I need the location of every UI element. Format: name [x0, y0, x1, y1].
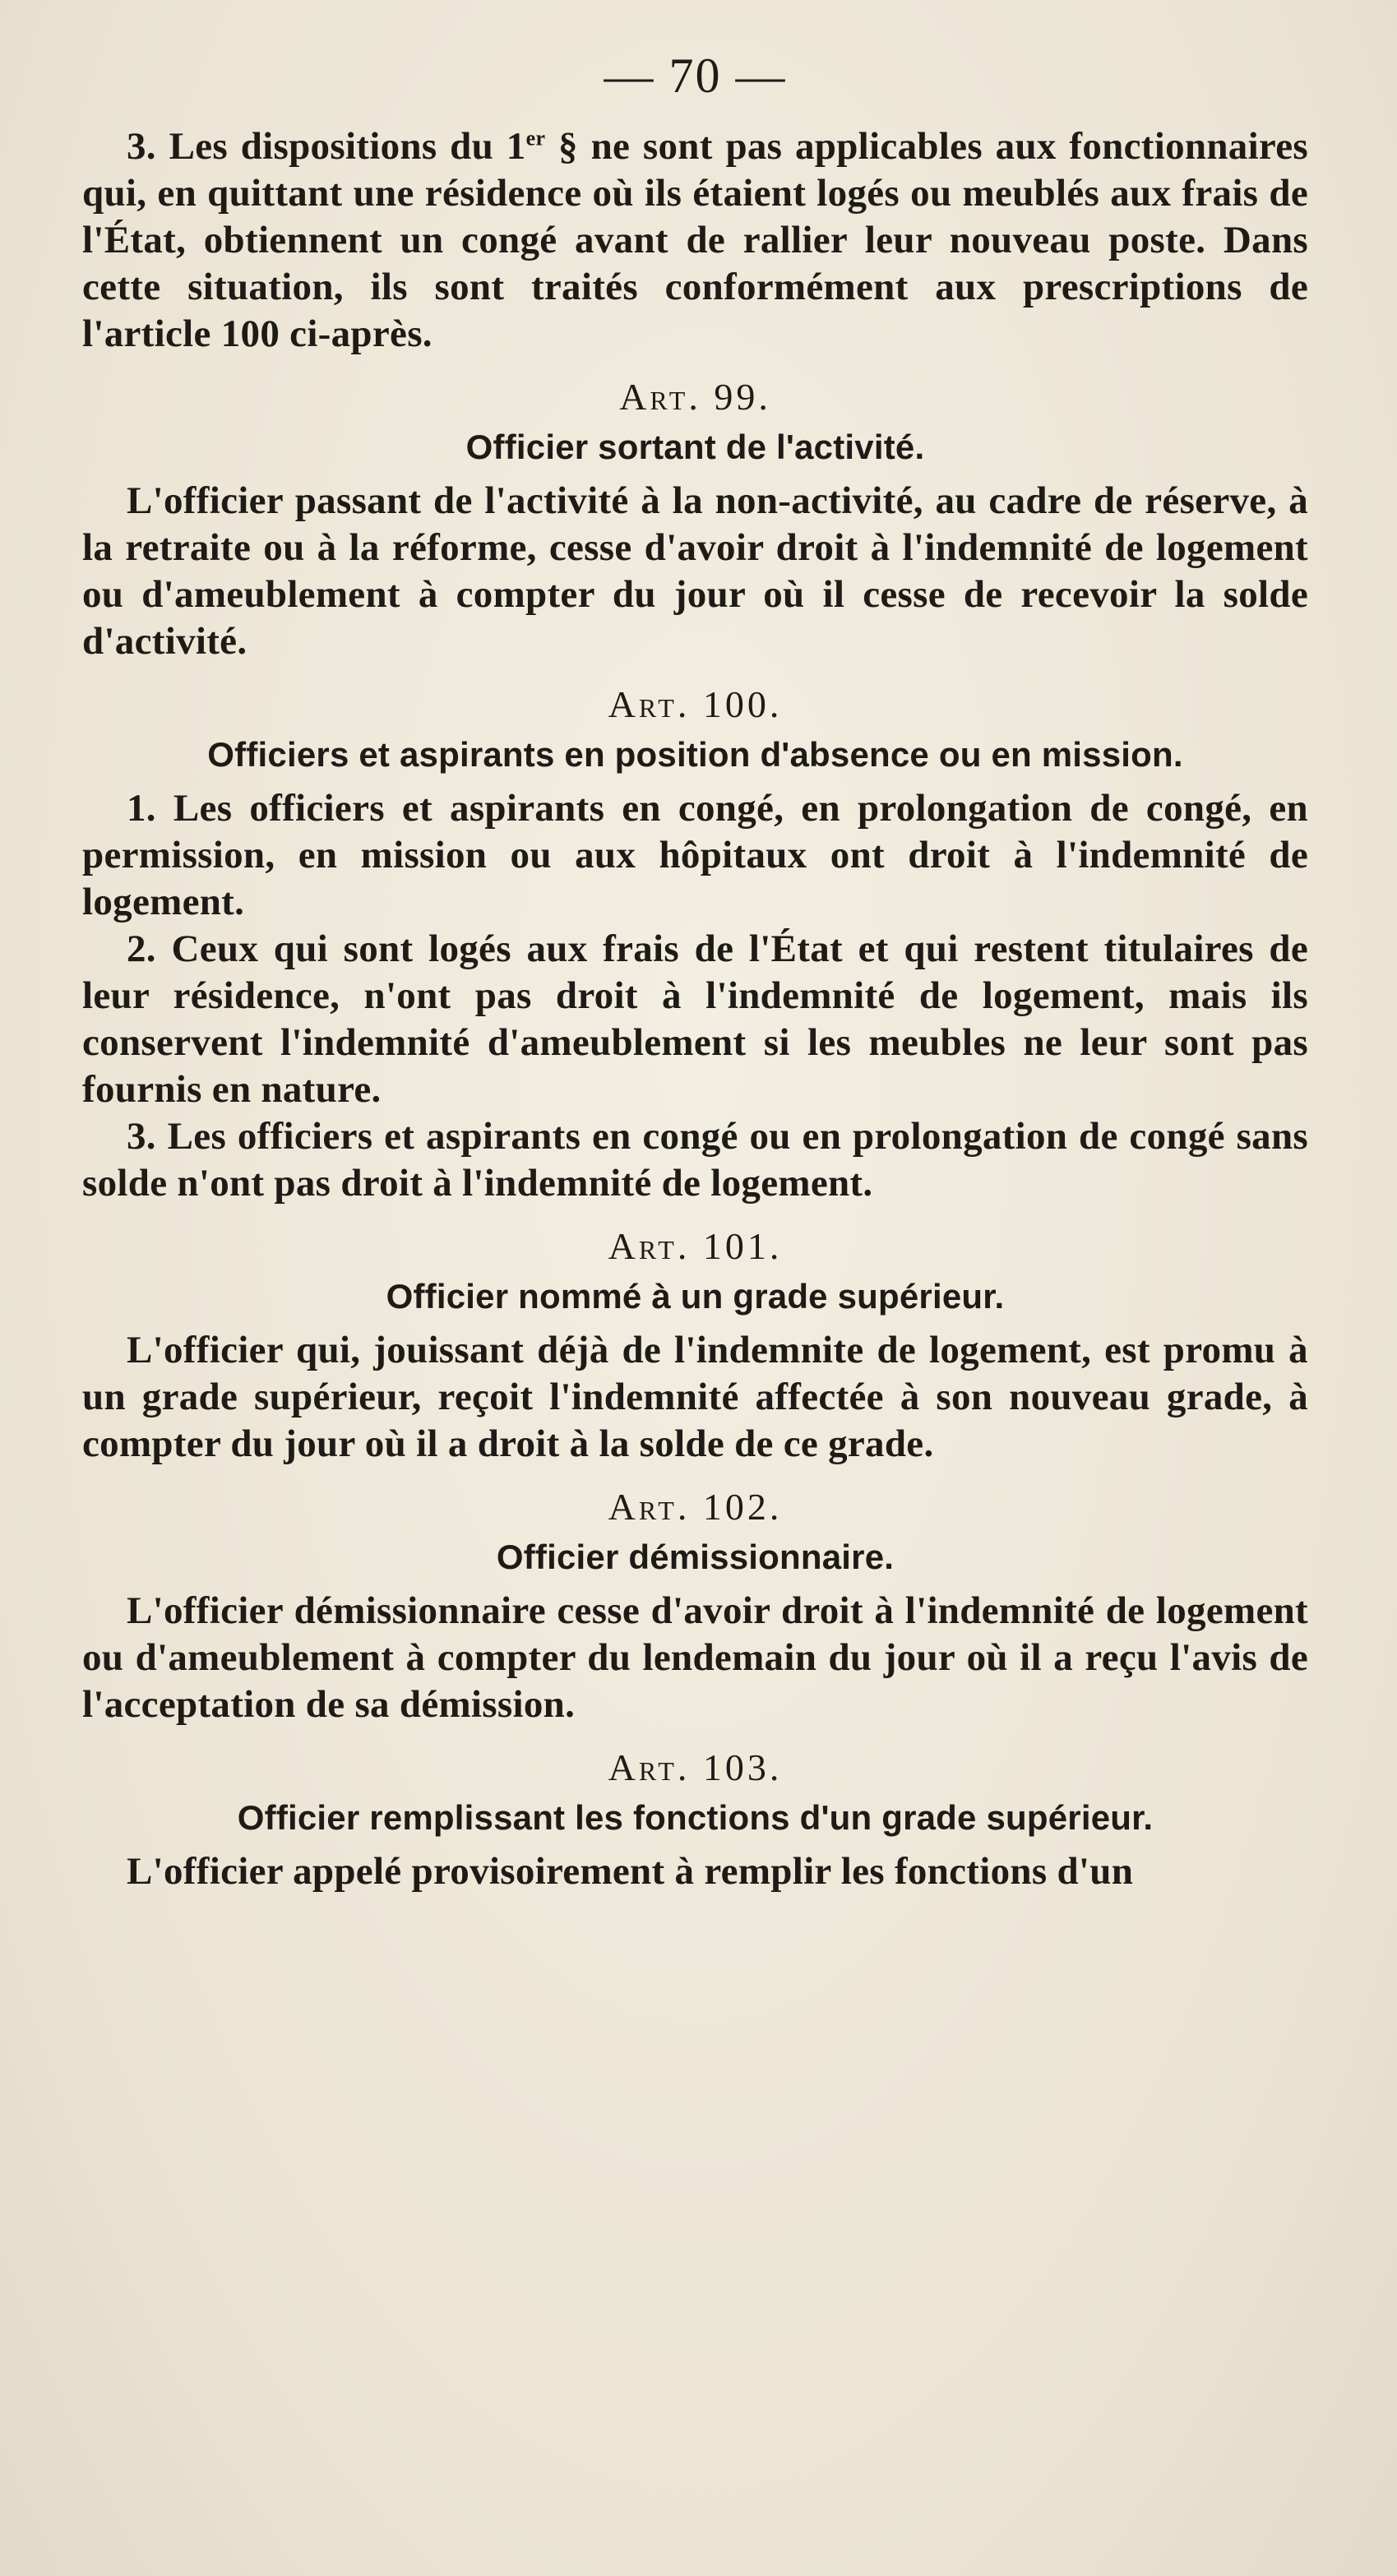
opening-paragraph-rest: § ne sont pas applicables aux fonctionnaires qui, en quittant une résidence où ils étaient logés ou meublés aux frais de l'État, obtiennent un congé avant de rallier leur nouveau poste. Dans cette situation, ils sont traités conformément aux prescriptions de l'article 100 ci-après.	[82, 125, 1308, 355]
article-paragraph: L'officier passant de l'activité à la non-activité, au cadre de réserve, à la retraite ou à la réforme, cesse d'avoir droit à l'indemnité de logement ou d'ameublement à compter du jour où il cesse de recevoir la solde d'activité.	[82, 479, 1308, 663]
page-number: — 70 —	[604, 49, 787, 103]
article-paragraph: 2. Ceux qui sont logés aux frais de l'État et qui restent titulaires de leur résidence, n'ont pas droit à l'indemnité de logement, mais ils conservent l'indemnité d'ameublement si les meubles ne leur sont pas fournis en nature.	[82, 927, 1308, 1111]
article-101	[82, 1223, 1308, 1468]
opening-paragraph-superscript: er	[525, 126, 546, 150]
article-paragraph: L'officier qui, jouissant déjà de l'indemnite de logement, est promu à un grade supérieur, reçoit l'indemnité affectée à son nouveau grade, à compter du jour où il a droit à la solde de ce grade.	[82, 1329, 1308, 1465]
article-number: Art. 102.	[608, 1486, 783, 1528]
article-heading: Officier démissionnaire.	[496, 1538, 895, 1576]
opening-paragraph	[82, 123, 1308, 358]
article-heading: Officier nommé à un grade supérieur.	[386, 1277, 1005, 1316]
article-number: Art. 103.	[608, 1746, 783, 1788]
article-103	[82, 1745, 1308, 1895]
article-number: Art. 99.	[619, 376, 771, 418]
article-heading: Officier remplissant les fonctions d'un grade supérieur.	[237, 1798, 1154, 1837]
article-number: Art. 100.	[608, 683, 783, 725]
article-heading: Officier sortant de l'activité.	[465, 428, 925, 466]
article-paragraph: 3. Les officiers et aspirants en congé ou en prolongation de congé sans solde n'ont pas droit à l'indemnité de logement.	[82, 1115, 1308, 1205]
article-paragraph: L'officier démissionnaire cesse d'avoir droit à l'indemnité de logement ou d'ameublement à compter du lendemain du jour où il a reçu l'avis de l'acceptation de sa démission.	[82, 1589, 1308, 1726]
article-100	[82, 682, 1308, 1207]
article-99	[82, 374, 1308, 665]
article-paragraph: 1. Les officiers et aspirants en congé, en prolongation de congé, en permission, en mission ou aux hôpitaux ont droit à l'indemnité de logement.	[82, 787, 1308, 923]
opening-paragraph-lead: 3. Les dispositions du 1	[127, 125, 526, 168]
article-paragraph: L'officier appelé provisoirement à remplir les fonctions d'un	[127, 1850, 1134, 1893]
article-heading: Officiers et aspirants en position d'absence ou en mission.	[207, 735, 1183, 774]
article-102	[82, 1484, 1308, 1728]
article-number: Art. 101.	[608, 1225, 783, 1267]
